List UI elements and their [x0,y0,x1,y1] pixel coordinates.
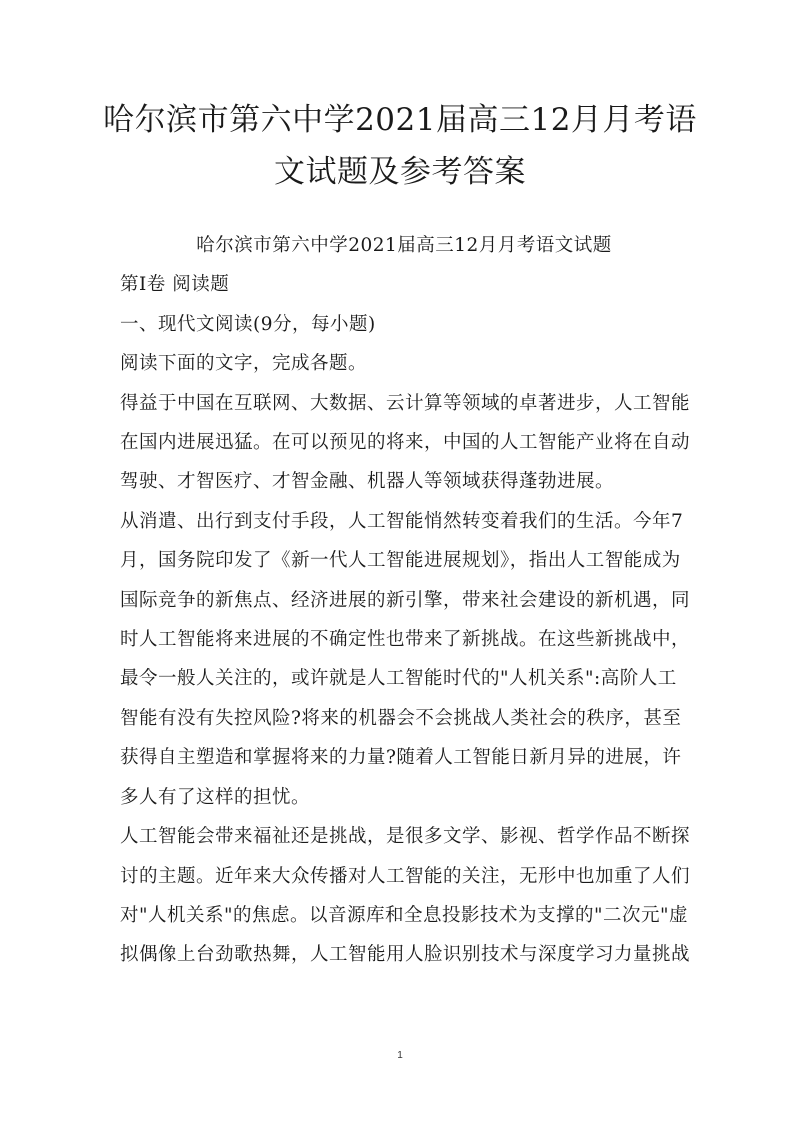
section-heading: 第Ⅰ卷 阅读题 [120,274,230,296]
text-line: 智能有没有失控风险?将来的机器会不会挑战人类社会的秩序，甚至 [120,707,682,729]
title-line-2: 文试题及参考答案 [274,154,526,190]
page-number: 1 [397,1050,403,1061]
text-line: 在国内进展迅猛。在可以预见的将来，中国的人工智能产业将在自动 [120,432,691,454]
part-heading: 一、现代文阅读(9分，每小题) [120,313,376,335]
text-line: 拟偶像上台劲歌热舞，人工智能用人脸识别技术与深度学习力量挑战 [120,944,691,966]
text-line: 月，国务院印发了《新一代人工智能进展规划》，指出人工智能成为 [120,550,681,572]
title-line-1: 哈尔滨市第六中学2021届高三12月月考语 [103,102,697,138]
exam-subtitle: 哈尔滨市第六中学2021届高三12月月考语文试题 [196,235,612,256]
instruction-text: 阅读下面的文字，完成各题。 [120,353,368,375]
document-body [120,226,691,975]
text-line: 人工智能会带来福祉还是挑战，是很多文学、影视、哲学作品不断探 [120,826,691,848]
text-line: 驾驶、才智医疗、才智金融、机器人等领域获得蓬勃进展。 [120,471,615,493]
text-line: 得益于中国在互联网、大数据、云计算等领域的卓著进步，人工智能 [120,392,691,414]
text-line: 从消遣、出行到支付手段，人工智能悄然转变着我们的生活。今年7 [120,510,684,532]
text-line: 多人有了这样的担忧。 [120,786,311,808]
text-line: 时人工智能将来进展的不确定性也带来了新挑战。在这些新挑战中， [120,629,691,651]
text-line: 国际竞争的新焦点、经济进展的新引擎，带来社会建设的新机遇，同 [120,589,691,611]
text-line: 讨的主题。近年来大众传播对人工智能的关注，无形中也加重了人们 [120,865,691,887]
text-line: 对"人机关系"的焦虑。以音源库和全息投影技术为支撑的"二次元"虚 [120,904,689,926]
text-line: 获得自主塑造和掌握将来的力量?随着人工智能日新月异的进展，许 [120,747,682,769]
document-title [100,94,700,198]
text-line: 最令一般人关注的，或许就是人工智能时代的"人机关系":高阶人工 [120,668,677,690]
